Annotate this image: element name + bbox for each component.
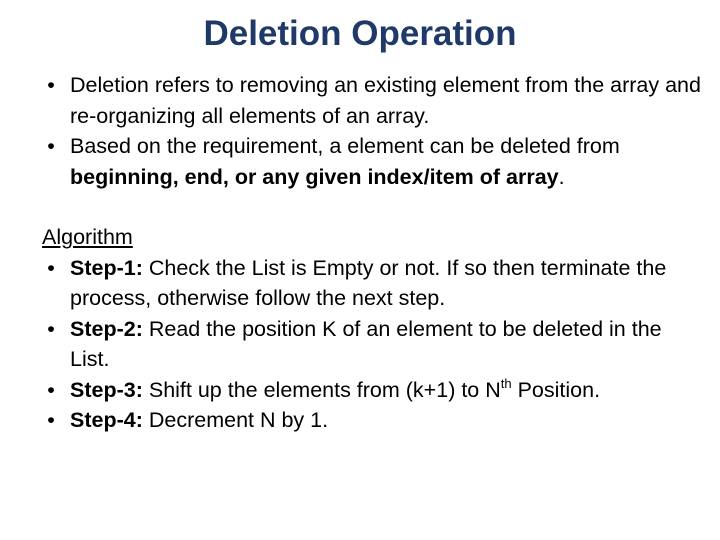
intro-bullet-text: Based on the requirement, a element can be deleted from	[70, 134, 620, 158]
intro-bullet-text: Deletion refers to removing an existing element from the array and re-organizing all elements of an array.	[70, 73, 701, 128]
step-label: Step-4:	[70, 408, 143, 432]
step-superscript: th	[500, 375, 512, 391]
step-text: Shift up the elements from (k+1) to N	[142, 377, 501, 402]
intro-bullet-emphasis: beginning, end, or any given index/item of array	[70, 164, 559, 189]
intro-bullet-item	[42, 70, 702, 131]
step-label: Step-3:	[70, 377, 143, 402]
algorithm-step-item	[42, 314, 702, 375]
section-spacer	[42, 192, 702, 222]
algorithm-step-item	[42, 375, 702, 406]
algorithm-step-item	[42, 405, 702, 436]
bullet-icon: •	[47, 408, 55, 432]
bullet-icon: •	[47, 134, 55, 158]
algorithm-step-item	[42, 253, 702, 314]
bullet-icon: •	[47, 316, 55, 341]
slide-title: Deletion Operation	[203, 14, 517, 53]
intro-bullet-item	[42, 131, 702, 192]
bullet-icon: •	[47, 73, 55, 97]
algorithm-step-list	[42, 253, 702, 436]
bullet-icon: •	[47, 377, 55, 402]
step-text: Decrement N by 1.	[142, 408, 329, 432]
step-text-tail: Position.	[511, 377, 601, 402]
bullet-icon: •	[47, 255, 55, 280]
intro-bullet-suffix: .	[558, 164, 565, 189]
step-label: Step-1:	[70, 255, 143, 280]
step-text: Read the position K of an element to be deleted in the List.	[70, 316, 662, 371]
algorithm-heading: Algorithm	[42, 225, 133, 249]
intro-bullet-list	[42, 70, 702, 192]
step-label: Step-2:	[70, 316, 143, 341]
step-text: Check the List is Empty or not. If so then terminate the process, otherwise follow the next step.	[70, 255, 667, 310]
slide-content	[42, 70, 702, 436]
